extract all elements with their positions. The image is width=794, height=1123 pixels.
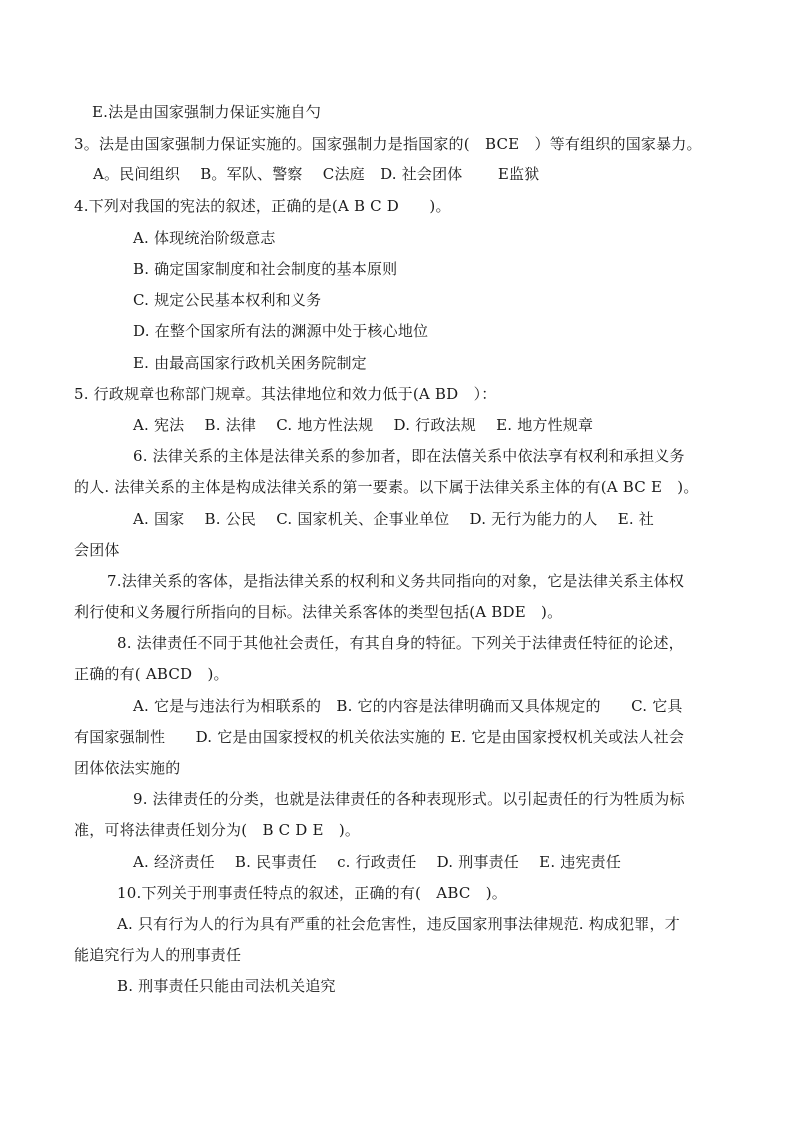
question-8-options: A. 它是与违法行为相联系的 B. 它的内容是法律明确而又具体规定的 C. 它具 [133,697,683,715]
question-6-options-cont: 会团体 [74,541,120,559]
question-7-cont: 利行使和义务履行所指向的目标。法律关系客体的类型包括(A BDE )。 [74,603,563,621]
question-4-option-a: A. 体现统治阶级意志 [133,229,276,247]
question-10-option-b: B. 刑事责任只能由司法机关追究 [117,977,336,995]
question-4-option-d: D. 在整个国家所有法的渊源中处于核心地位 [133,322,429,340]
question-7: 7.法律关系的客体，是指法律关系的权利和义务共同指向的对象，它是法律关系主体权 [107,572,685,590]
question-10-option-a-cont: 能追究行为人的刑事责任 [74,946,242,964]
question-3-options: A。民间组织 B。军队、警察 C法庭 D. 社会团体 E监狱 [93,165,540,183]
question-8: 8. 法律责任不同于其他社会责任，有其自身的特征。下列关于法律责任特征的论述， [117,634,684,652]
question-4: 4.下列对我国的宪法的叙述，正确的是(A B C D )。 [74,197,451,215]
question-8-cont: 正确的有( ABCD )。 [74,665,229,683]
question-3: 3。法是由国家强制力保证实施的。国家强制力是指国家的( BCE ）等有组织的国家暴力。 [74,135,702,153]
question-6-cont: 的人. 法律关系的主体是构成法律关系的第一要素。以下属于法律关系主体的有(A BC E )。 [74,478,699,496]
question-10-option-a: A. 只有行为人的行为具有严重的社会危害性，违反国家刑事法律规范. 构成犯罪，才 [117,915,680,933]
question-10: 10.下列关于刑事责任特点的叙述，正确的有( ABC )。 [117,884,507,902]
option-e-q2: E.法是由国家强制力保证实施自勺 [92,103,321,121]
question-4-option-b: B. 确定国家制度和社会制度的基本原则 [133,260,398,278]
question-4-option-e: E. 由最高国家行政机关困务院制定 [133,354,367,372]
question-9-cont: 准，可将法律责任划分为( B C D E )。 [74,821,361,839]
question-5-options: A. 宪法 B. 法律 C. 地方性法规 D. 行政法规 E. 地方性规章 [133,416,594,434]
question-9-options: A. 经济责任 B. 民事责任 c. 行政责任 D. 刑事责任 E. 违宪责任 [133,853,622,871]
question-9: 9. 法律责任的分类，也就是法律责任的各种表现形式。以引起责任的行为牲质为标 [133,790,685,808]
question-8-options-cont-2: 团体依法实施的 [74,759,181,777]
question-4-option-c: C. 规定公民基本权利和义务 [133,291,322,309]
question-6-options: A. 国家 B. 公民 C. 国家机关、企事业单位 D. 无行为能力的人 E. 社 [133,510,654,528]
question-6: 6. 法律关系的主体是法律关系的参加者，即在法僖关系中依法享有权利和承担义务 [133,447,685,465]
question-8-options-cont: 有国家强制性 D. 它是由国家授权的机关依法实施的 E. 它是由国家授权机关或法人社会 [74,728,685,746]
question-5: 5. 行政规章也称部门规章。其法律地位和效力低于(A BD ）： [74,385,497,403]
